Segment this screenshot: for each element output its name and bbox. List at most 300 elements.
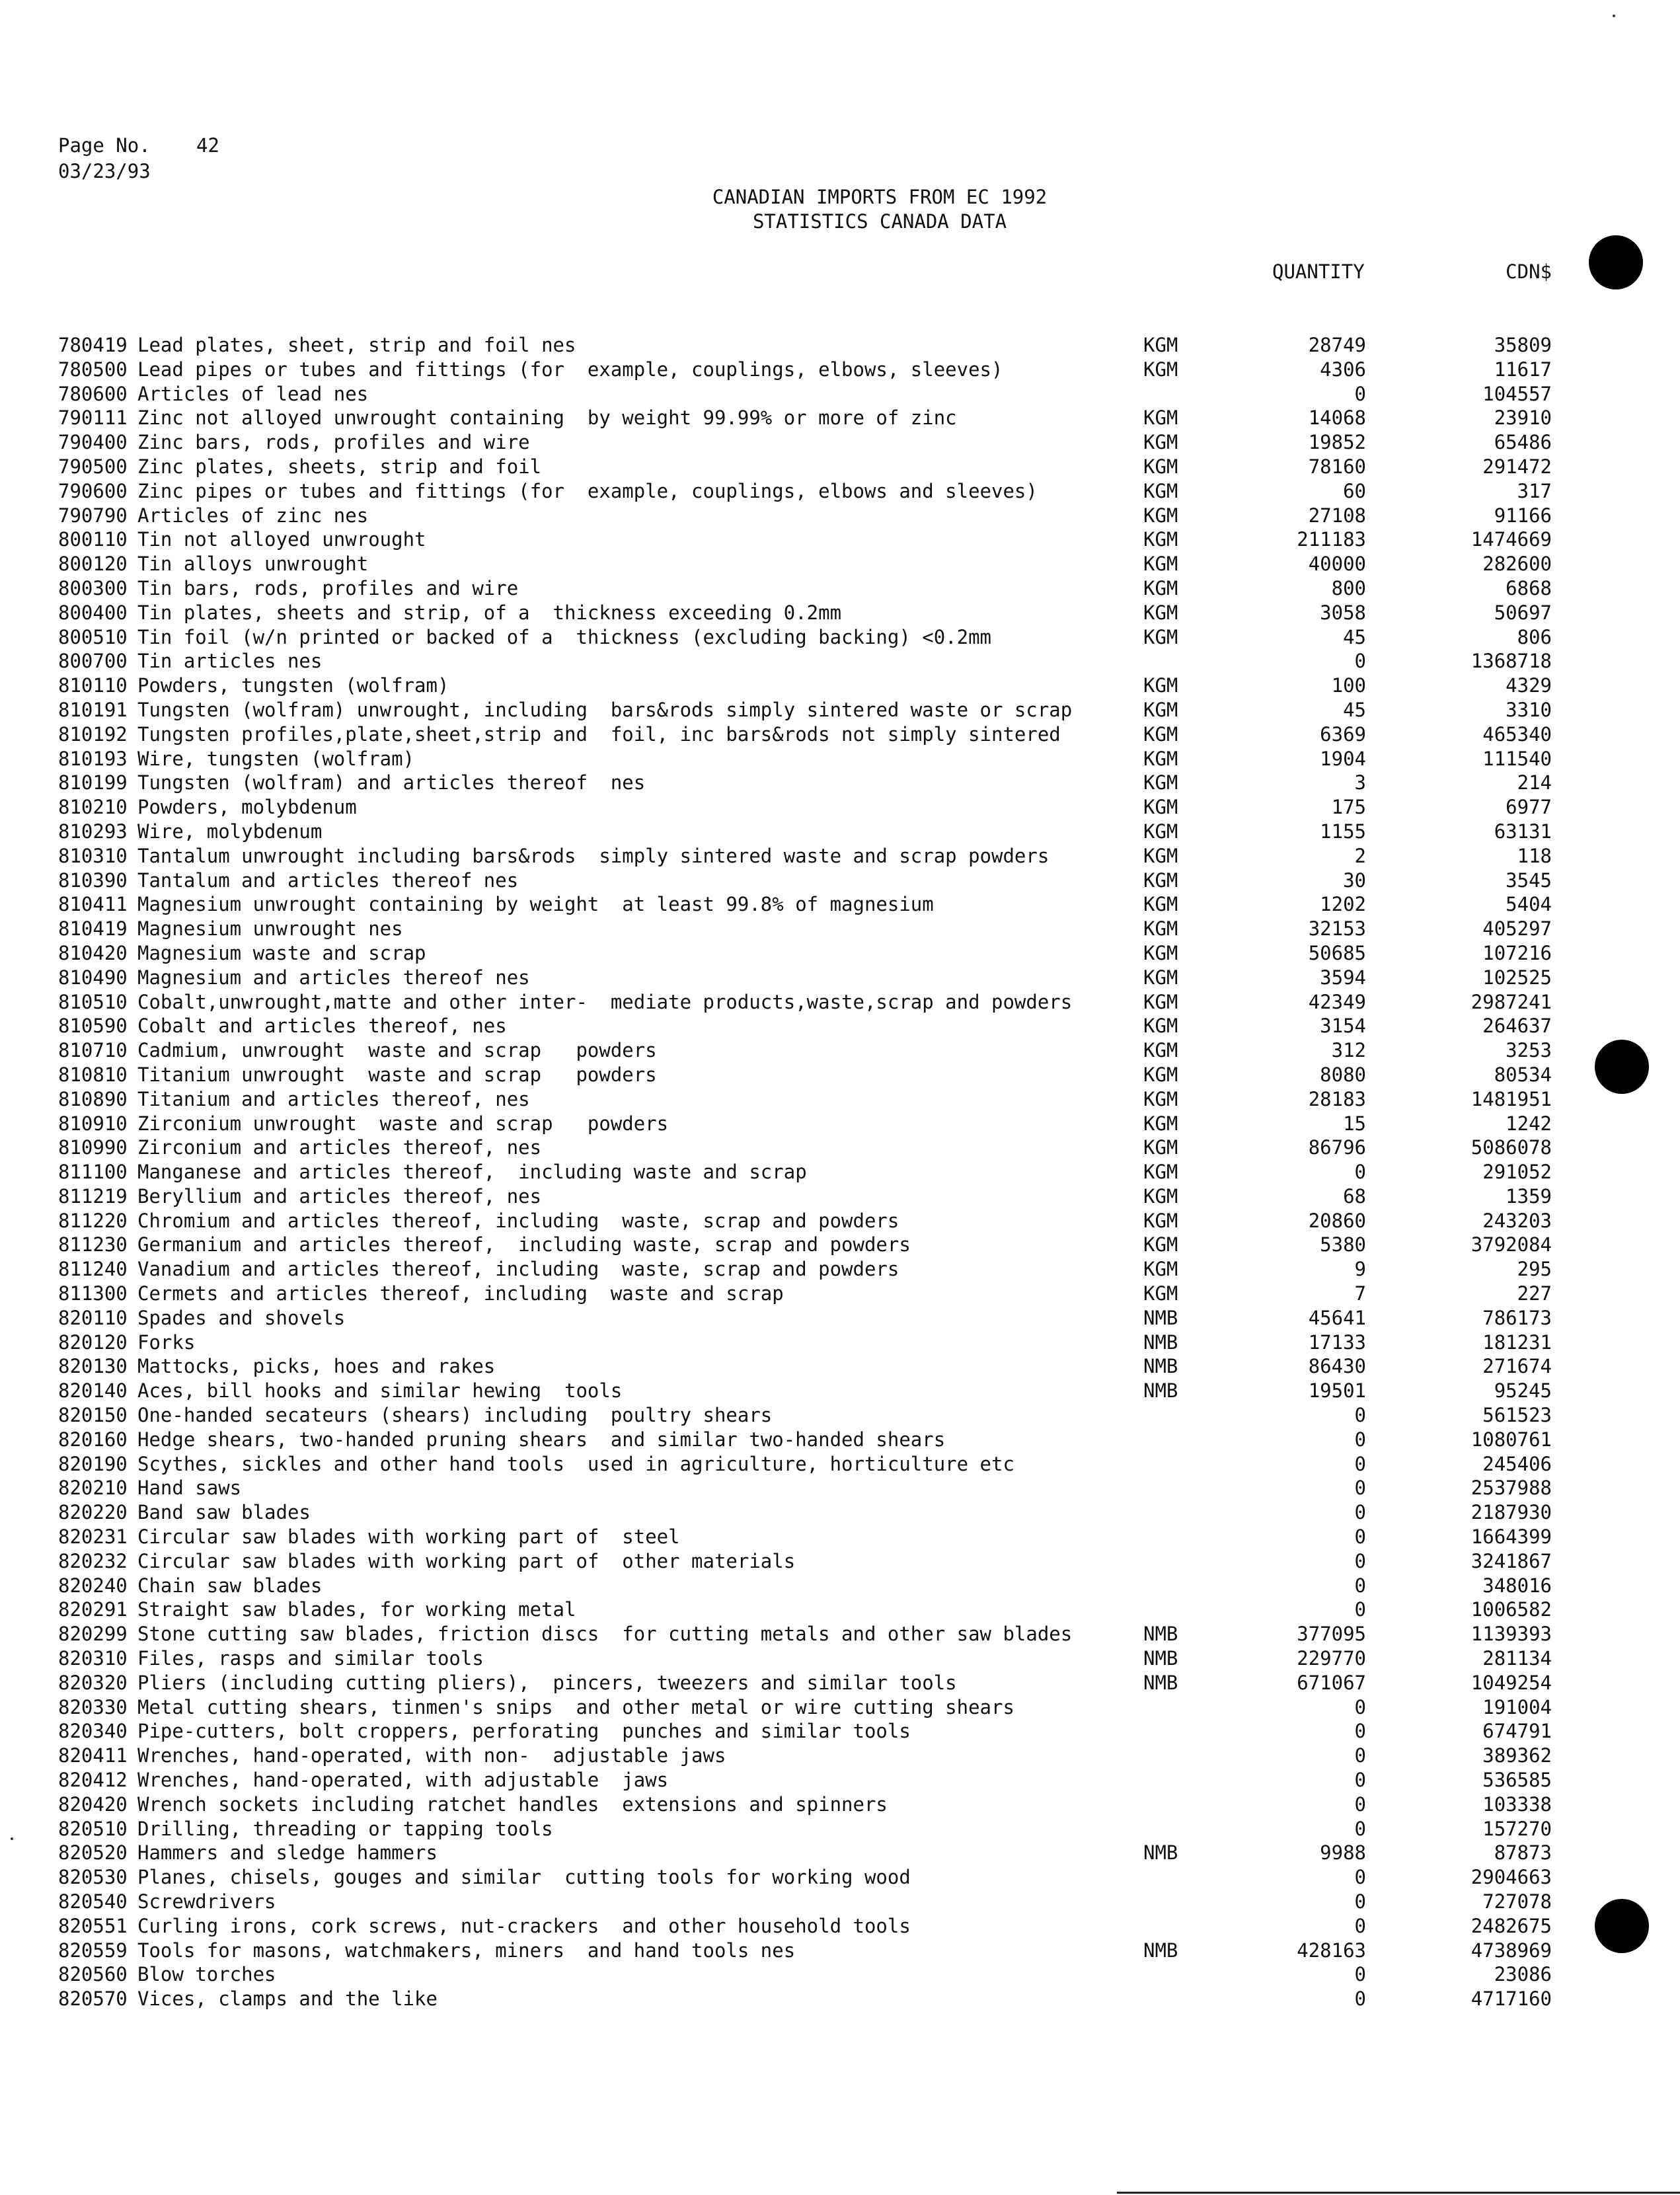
- commodity-description: Zirconium unwrought waste and scrap powders: [137, 1112, 669, 1135]
- quantity-value: 100: [1331, 674, 1366, 697]
- cdn-dollar-value: 674791: [1482, 1720, 1552, 1743]
- table-row: [0, 1014, 1680, 1038]
- table-row: [0, 1525, 1680, 1549]
- unit-of-measure: KGM: [1143, 893, 1178, 916]
- table-row: [0, 1087, 1680, 1112]
- cdn-dollar-value: 1481951: [1470, 1087, 1552, 1110]
- cdn-dollar-value: 5404: [1506, 893, 1552, 916]
- commodity-description: Forks: [137, 1330, 196, 1354]
- cdn-dollar-value: 1049254: [1470, 1671, 1552, 1694]
- table-row: [0, 527, 1680, 552]
- table-row: [0, 1354, 1680, 1379]
- unit-of-measure: NMB: [1143, 1306, 1178, 1329]
- unit-of-measure: NMB: [1143, 1355, 1178, 1378]
- commodity-code: 820420: [58, 1792, 128, 1816]
- unit-of-measure: KGM: [1143, 917, 1178, 941]
- cdn-dollar-value: 11617: [1494, 358, 1552, 381]
- commodity-description: Magnesium unwrought nes: [137, 917, 403, 941]
- cdn-dollar-value: 104557: [1482, 382, 1552, 405]
- unit-of-measure: KGM: [1143, 358, 1178, 381]
- quantity-value: 800: [1331, 576, 1366, 599]
- table-row: [0, 674, 1680, 698]
- commodity-code: 820411: [58, 1744, 128, 1767]
- quantity-value: 0: [1354, 1404, 1366, 1427]
- cdn-dollar-value: 1006582: [1470, 1598, 1552, 1621]
- commodity-code: 820559: [58, 1939, 128, 1962]
- commodity-code: 810191: [58, 698, 128, 721]
- commodity-code: 780419: [58, 334, 128, 356]
- commodity-code: 810411: [58, 893, 128, 916]
- quantity-value: 0: [1354, 1890, 1366, 1913]
- cdn-dollar-value: 727078: [1482, 1890, 1552, 1913]
- commodity-description: Circular saw blades with working part of other materials: [137, 1549, 796, 1572]
- table-row: [0, 1695, 1680, 1720]
- commodity-code: 810390: [58, 868, 128, 892]
- quantity-value: 0: [1354, 1574, 1366, 1597]
- unit-of-measure: NMB: [1143, 1841, 1178, 1865]
- cdn-dollar-value: 5086078: [1470, 1136, 1552, 1159]
- cdn-dollar-value: 157270: [1482, 1817, 1552, 1840]
- commodity-code: 800110: [58, 528, 128, 551]
- table-row: [0, 382, 1680, 406]
- table-row: [0, 479, 1680, 504]
- commodity-code: 790600: [58, 479, 128, 502]
- quantity-value: 7: [1354, 1282, 1366, 1305]
- unit-of-measure: KGM: [1143, 722, 1178, 746]
- punch-hole: [1595, 1899, 1649, 1953]
- cdn-dollar-value: 4717160: [1470, 1987, 1552, 2011]
- commodity-code: 800400: [58, 601, 128, 624]
- commodity-description: Tungsten (wolfram) and articles thereof nes: [137, 771, 646, 794]
- quantity-value: 17133: [1308, 1330, 1366, 1354]
- unit-of-measure: KGM: [1143, 1184, 1178, 1208]
- commodity-description: Drilling, threading or tapping tools: [137, 1817, 553, 1840]
- commodity-code: 820110: [58, 1306, 128, 1329]
- quantity-value: 30: [1343, 868, 1366, 892]
- table-row: [0, 430, 1680, 455]
- table-row: [0, 1598, 1680, 1622]
- cdn-dollar-value: 291472: [1482, 455, 1552, 478]
- quantity-value: 0: [1354, 1769, 1366, 1792]
- commodity-description: Tin foil (w/n printed or backed of a thickness (excluding backing) <0.2mm: [137, 625, 992, 648]
- cdn-dollar-value: 1368718: [1470, 650, 1552, 673]
- cdn-dollar-value: 1474669: [1470, 528, 1552, 551]
- cdn-dollar-value: 35809: [1494, 334, 1552, 356]
- unit-of-measure: KGM: [1143, 479, 1178, 502]
- commodity-description: One-handed secateurs (shears) including poultry shears: [137, 1404, 773, 1427]
- table-row: [0, 601, 1680, 625]
- commodity-description: Screwdrivers: [137, 1890, 276, 1913]
- quantity-value: 2: [1354, 844, 1366, 867]
- table-row: [0, 1379, 1680, 1403]
- quantity-value: 86796: [1308, 1136, 1366, 1159]
- cdn-dollar-value: 4738969: [1470, 1939, 1552, 1962]
- table-row: [0, 1574, 1680, 1598]
- commodity-description: Powders, molybdenum: [137, 796, 357, 819]
- unit-of-measure: KGM: [1143, 941, 1178, 964]
- commodity-code: 790790: [58, 504, 128, 527]
- cdn-dollar-value: 103338: [1482, 1792, 1552, 1816]
- cdn-dollar-value: 107216: [1482, 941, 1552, 964]
- commodity-description: Titanium unwrought waste and scrap powders: [137, 1063, 657, 1086]
- commodity-code: 790400: [58, 431, 128, 454]
- commodity-description: Circular saw blades with working part of steel: [137, 1525, 680, 1549]
- commodity-description: Aces, bill hooks and similar hewing tools: [137, 1379, 623, 1403]
- table-row: [0, 1939, 1680, 1963]
- quantity-value: 0: [1354, 1525, 1366, 1549]
- unit-of-measure: NMB: [1143, 1623, 1178, 1646]
- quantity-value: 0: [1354, 1744, 1366, 1767]
- commodity-code: 820340: [58, 1720, 128, 1743]
- quantity-value: 0: [1354, 1987, 1366, 2011]
- report-title: CANADIAN IMPORTS FROM EC 1992: [712, 186, 1048, 208]
- table-row: [0, 1792, 1680, 1817]
- commodity-code: 810490: [58, 966, 128, 989]
- commodity-description: Tantalum unwrought including bars&rods simply sintered waste and scrap powders: [137, 844, 1050, 867]
- commodity-code: 790500: [58, 455, 128, 478]
- commodity-code: 820120: [58, 1330, 128, 1354]
- quantity-value: 3594: [1320, 966, 1366, 989]
- scan-edge-line: [1117, 2192, 1680, 2194]
- unit-of-measure: KGM: [1143, 1136, 1178, 1159]
- quantity-value: 3058: [1320, 601, 1366, 624]
- table-row: [0, 820, 1680, 844]
- quantity-value: 32153: [1308, 917, 1366, 941]
- table-row: [0, 576, 1680, 601]
- quantity-value: 9988: [1320, 1841, 1366, 1865]
- commodity-code: 811100: [58, 1161, 128, 1184]
- import-table: [0, 333, 1680, 2011]
- commodity-code: 810510: [58, 990, 128, 1013]
- cdn-dollar-value: 561523: [1482, 1404, 1552, 1427]
- commodity-description: Zinc not alloyed unwrought containing by weight 99.99% or more of zinc: [137, 406, 957, 430]
- commodity-code: 811230: [58, 1233, 128, 1256]
- commodity-description: Chain saw blades: [137, 1574, 323, 1597]
- cdn-dollar-value: 2904663: [1470, 1866, 1552, 1889]
- cdn-dollar-value: 405297: [1482, 917, 1552, 941]
- commodity-description: Tantalum and articles thereof nes: [137, 868, 519, 892]
- quantity-value: 0: [1354, 1963, 1366, 1986]
- quantity-value: 86430: [1308, 1355, 1366, 1378]
- commodity-description: Curling irons, cork screws, nut-crackers and other household tools: [137, 1914, 911, 1937]
- table-row: [0, 504, 1680, 528]
- quantity-value: 45641: [1308, 1306, 1366, 1329]
- quantity-value: 1904: [1320, 747, 1366, 770]
- quantity-value: 8080: [1320, 1063, 1366, 1086]
- commodity-description: Beryllium and articles thereof, nes: [137, 1184, 542, 1208]
- cdn-dollar-value: 80534: [1494, 1063, 1552, 1086]
- commodity-description: Zirconium and articles thereof, nes: [137, 1136, 542, 1159]
- commodity-description: Straight saw blades, for working metal: [137, 1598, 576, 1621]
- unit-of-measure: KGM: [1143, 868, 1178, 892]
- unit-of-measure: KGM: [1143, 771, 1178, 794]
- commodity-description: Cobalt and articles thereof, nes: [137, 1015, 507, 1038]
- table-row: [0, 1987, 1680, 2011]
- table-row: [0, 358, 1680, 382]
- cdn-dollar-value: 95245: [1494, 1379, 1552, 1403]
- table-row: [0, 1160, 1680, 1184]
- table-row: [0, 1719, 1680, 1744]
- table-row: [0, 698, 1680, 722]
- unit-of-measure: NMB: [1143, 1939, 1178, 1962]
- table-row: [0, 868, 1680, 893]
- cdn-dollar-value: 91166: [1494, 504, 1552, 527]
- unit-of-measure: KGM: [1143, 990, 1178, 1013]
- column-header-quantity: QUANTITY: [1272, 260, 1365, 283]
- commodity-code: 790111: [58, 406, 128, 430]
- unit-of-measure: KGM: [1143, 1015, 1178, 1038]
- unit-of-measure: KGM: [1143, 455, 1178, 478]
- table-row: [0, 1257, 1680, 1282]
- commodity-description: Tools for masons, watchmakers, miners and hand tools nes: [137, 1939, 796, 1962]
- unit-of-measure: KGM: [1143, 796, 1178, 819]
- punch-hole: [1595, 1040, 1649, 1094]
- commodity-code: 820540: [58, 1890, 128, 1913]
- unit-of-measure: NMB: [1143, 1647, 1178, 1670]
- quantity-value: 45: [1343, 698, 1366, 721]
- commodity-code: 820160: [58, 1428, 128, 1451]
- quantity-value: 19852: [1308, 431, 1366, 454]
- cdn-dollar-value: 786173: [1482, 1306, 1552, 1329]
- unit-of-measure: KGM: [1143, 966, 1178, 989]
- commodity-code: 820520: [58, 1841, 128, 1865]
- commodity-description: Scythes, sickles and other hand tools used in agriculture, horticulture etc: [137, 1452, 1014, 1475]
- quantity-value: 42349: [1308, 990, 1366, 1013]
- commodity-code: 810990: [58, 1136, 128, 1159]
- unit-of-measure: KGM: [1143, 1282, 1178, 1305]
- commodity-description: Cadmium, unwrought waste and scrap powders: [137, 1039, 657, 1062]
- quantity-value: 60: [1343, 479, 1366, 502]
- unit-of-measure: KGM: [1143, 504, 1178, 527]
- quantity-value: 428163: [1297, 1939, 1366, 1962]
- unit-of-measure: KGM: [1143, 1112, 1178, 1135]
- table-row: [0, 1622, 1680, 1646]
- commodity-description: Cermets and articles thereof, including waste and scrap: [137, 1282, 784, 1305]
- commodity-description: Tin not alloyed unwrought: [137, 528, 426, 551]
- cdn-dollar-value: 245406: [1482, 1452, 1552, 1475]
- quantity-value: 0: [1354, 1695, 1366, 1718]
- commodity-description: Tungsten profiles,plate,sheet,strip and foil, inc bars&rods not simply sintered: [137, 722, 1061, 746]
- cdn-dollar-value: 317: [1517, 479, 1552, 502]
- commodity-code: 780600: [58, 382, 128, 405]
- commodity-code: 820130: [58, 1355, 128, 1378]
- commodity-description: Zinc bars, rods, profiles and wire: [137, 431, 530, 454]
- commodity-code: 800300: [58, 576, 128, 599]
- quantity-value: 28749: [1308, 334, 1366, 356]
- cdn-dollar-value: 1080761: [1470, 1428, 1552, 1451]
- commodity-description: Cobalt,unwrought,matte and other inter- mediate products,waste,scrap and powders: [137, 990, 1073, 1013]
- table-row: [0, 1865, 1680, 1890]
- table-row: [0, 771, 1680, 795]
- unit-of-measure: KGM: [1143, 674, 1178, 697]
- quantity-value: 211183: [1297, 528, 1366, 551]
- cdn-dollar-value: 6977: [1506, 796, 1552, 819]
- commodity-description: Zinc plates, sheets, strip and foil: [137, 455, 542, 478]
- table-row: [0, 1403, 1680, 1428]
- unit-of-measure: KGM: [1143, 553, 1178, 576]
- commodity-code: 820240: [58, 1574, 128, 1597]
- cdn-dollar-value: 87873: [1494, 1841, 1552, 1865]
- commodity-description: Hammers and sledge hammers: [137, 1841, 438, 1865]
- table-row: [0, 1646, 1680, 1671]
- scan-speck: [1613, 15, 1615, 17]
- commodity-code: 810310: [58, 844, 128, 867]
- unit-of-measure: NMB: [1143, 1330, 1178, 1354]
- cdn-dollar-value: 2987241: [1470, 990, 1552, 1013]
- quantity-value: 0: [1354, 1161, 1366, 1184]
- cdn-dollar-value: 2482675: [1470, 1914, 1552, 1937]
- cdn-dollar-value: 23910: [1494, 406, 1552, 430]
- table-row: [0, 1841, 1680, 1865]
- commodity-description: Magnesium waste and scrap: [137, 941, 426, 964]
- table-row: [0, 966, 1680, 990]
- quantity-value: 3: [1354, 771, 1366, 794]
- unit-of-measure: KGM: [1143, 431, 1178, 454]
- commodity-description: Planes, chisels, gouges and similar cutting tools for working wood: [137, 1866, 911, 1889]
- quantity-value: 0: [1354, 1452, 1366, 1475]
- table-row: [0, 1306, 1680, 1330]
- quantity-value: 20860: [1308, 1209, 1366, 1232]
- table-row: [0, 1209, 1680, 1233]
- commodity-code: 820190: [58, 1452, 128, 1475]
- table-row: [0, 1744, 1680, 1768]
- cdn-dollar-value: 181231: [1482, 1330, 1552, 1354]
- cdn-dollar-value: 227: [1517, 1282, 1552, 1305]
- commodity-code: 810199: [58, 771, 128, 794]
- cdn-dollar-value: 111540: [1482, 747, 1552, 770]
- commodity-description: Vanadium and articles thereof, including waste, scrap and powders: [137, 1258, 899, 1281]
- table-row: [0, 1428, 1680, 1452]
- cdn-dollar-value: 2537988: [1470, 1477, 1552, 1500]
- table-row: [0, 1768, 1680, 1792]
- commodity-code: 820560: [58, 1963, 128, 1986]
- commodity-code: 811219: [58, 1184, 128, 1208]
- table-row: [0, 455, 1680, 479]
- commodity-description: Wrenches, hand-operated, with non- adjustable jaws: [137, 1744, 726, 1767]
- unit-of-measure: KGM: [1143, 406, 1178, 430]
- table-row: [0, 1136, 1680, 1160]
- quantity-value: 1202: [1320, 893, 1366, 916]
- table-row: [0, 722, 1680, 747]
- table-row: [0, 941, 1680, 966]
- table-row: [0, 1112, 1680, 1136]
- quantity-value: 377095: [1297, 1623, 1366, 1646]
- quantity-value: 0: [1354, 1549, 1366, 1572]
- commodity-description: Pipe-cutters, bolt croppers, perforating punches and similar tools: [137, 1720, 911, 1743]
- commodity-code: 810710: [58, 1039, 128, 1062]
- table-row: [0, 1890, 1680, 1914]
- cdn-dollar-value: 50697: [1494, 601, 1552, 624]
- quantity-value: 312: [1331, 1039, 1366, 1062]
- commodity-description: Wire, molybdenum: [137, 820, 323, 843]
- cdn-dollar-value: 348016: [1482, 1574, 1552, 1597]
- cdn-dollar-value: 3792084: [1470, 1233, 1552, 1256]
- commodity-description: Chromium and articles thereof, including waste, scrap and powders: [137, 1209, 899, 1232]
- cdn-dollar-value: 1664399: [1470, 1525, 1552, 1549]
- quantity-value: 229770: [1297, 1647, 1366, 1670]
- table-row: [0, 1671, 1680, 1695]
- quantity-value: 50685: [1308, 941, 1366, 964]
- cdn-dollar-value: 264637: [1482, 1015, 1552, 1038]
- commodity-code: 800700: [58, 650, 128, 673]
- quantity-value: 14068: [1308, 406, 1366, 430]
- table-row: [0, 795, 1680, 820]
- cdn-dollar-value: 63131: [1494, 820, 1552, 843]
- table-row: [0, 1549, 1680, 1574]
- quantity-value: 0: [1354, 1866, 1366, 1889]
- cdn-dollar-value: 3310: [1506, 698, 1552, 721]
- table-row: [0, 917, 1680, 941]
- table-row: [0, 1452, 1680, 1477]
- cdn-dollar-value: 4329: [1506, 674, 1552, 697]
- quantity-value: 0: [1354, 1428, 1366, 1451]
- commodity-code: 811240: [58, 1258, 128, 1281]
- cdn-dollar-value: 3545: [1506, 868, 1552, 892]
- table-row: [0, 406, 1680, 430]
- commodity-description: Manganese and articles thereof, including waste and scrap: [137, 1161, 807, 1184]
- cdn-dollar-value: 465340: [1482, 722, 1552, 746]
- commodity-code: 800510: [58, 625, 128, 648]
- commodity-code: 820320: [58, 1671, 128, 1694]
- commodity-description: Titanium and articles thereof, nes: [137, 1087, 530, 1110]
- page-number: 42: [196, 134, 219, 157]
- quantity-value: 40000: [1308, 553, 1366, 576]
- quantity-value: 5380: [1320, 1233, 1366, 1256]
- commodity-description: Tin plates, sheets and strip, of a thickness exceeding 0.2mm: [137, 601, 842, 624]
- quantity-value: 19501: [1308, 1379, 1366, 1403]
- commodity-code: 810110: [58, 674, 128, 697]
- commodity-code: 820210: [58, 1477, 128, 1500]
- scan-speck: [11, 1837, 13, 1840]
- commodity-code: 810192: [58, 722, 128, 746]
- cdn-dollar-value: 102525: [1482, 966, 1552, 989]
- cdn-dollar-value: 6868: [1506, 576, 1552, 599]
- cdn-dollar-value: 214: [1517, 771, 1552, 794]
- unit-of-measure: KGM: [1143, 1087, 1178, 1110]
- unit-of-measure: NMB: [1143, 1671, 1178, 1694]
- quantity-value: 0: [1354, 1792, 1366, 1816]
- quantity-value: 68: [1343, 1184, 1366, 1208]
- unit-of-measure: KGM: [1143, 1209, 1178, 1232]
- commodity-description: Lead pipes or tubes and fittings (for example, couplings, elbows, sleeves): [137, 358, 1003, 381]
- quantity-value: 9: [1354, 1258, 1366, 1281]
- commodity-code: 820299: [58, 1623, 128, 1646]
- commodity-description: Mattocks, picks, hoes and rakes: [137, 1355, 496, 1378]
- quantity-value: 4306: [1320, 358, 1366, 381]
- unit-of-measure: KGM: [1143, 844, 1178, 867]
- unit-of-measure: KGM: [1143, 625, 1178, 648]
- cdn-dollar-value: 118: [1517, 844, 1552, 867]
- cdn-dollar-value: 191004: [1482, 1695, 1552, 1718]
- commodity-code: 810890: [58, 1087, 128, 1110]
- commodity-code: 820220: [58, 1501, 128, 1524]
- commodity-code: 820310: [58, 1647, 128, 1670]
- quantity-value: 0: [1354, 1720, 1366, 1743]
- quantity-value: 671067: [1297, 1671, 1366, 1694]
- cdn-dollar-value: 806: [1517, 625, 1552, 648]
- unit-of-measure: KGM: [1143, 528, 1178, 551]
- table-row: [0, 844, 1680, 868]
- commodity-code: 800120: [58, 553, 128, 576]
- table-row: [0, 747, 1680, 771]
- commodity-code: 780500: [58, 358, 128, 381]
- cdn-dollar-value: 291052: [1482, 1161, 1552, 1184]
- cdn-dollar-value: 271674: [1482, 1355, 1552, 1378]
- commodity-description: Band saw blades: [137, 1501, 311, 1524]
- commodity-description: Magnesium unwrought containing by weight at least 99.8% of magnesium: [137, 893, 934, 916]
- quantity-value: 0: [1354, 382, 1366, 405]
- cdn-dollar-value: 295: [1517, 1258, 1552, 1281]
